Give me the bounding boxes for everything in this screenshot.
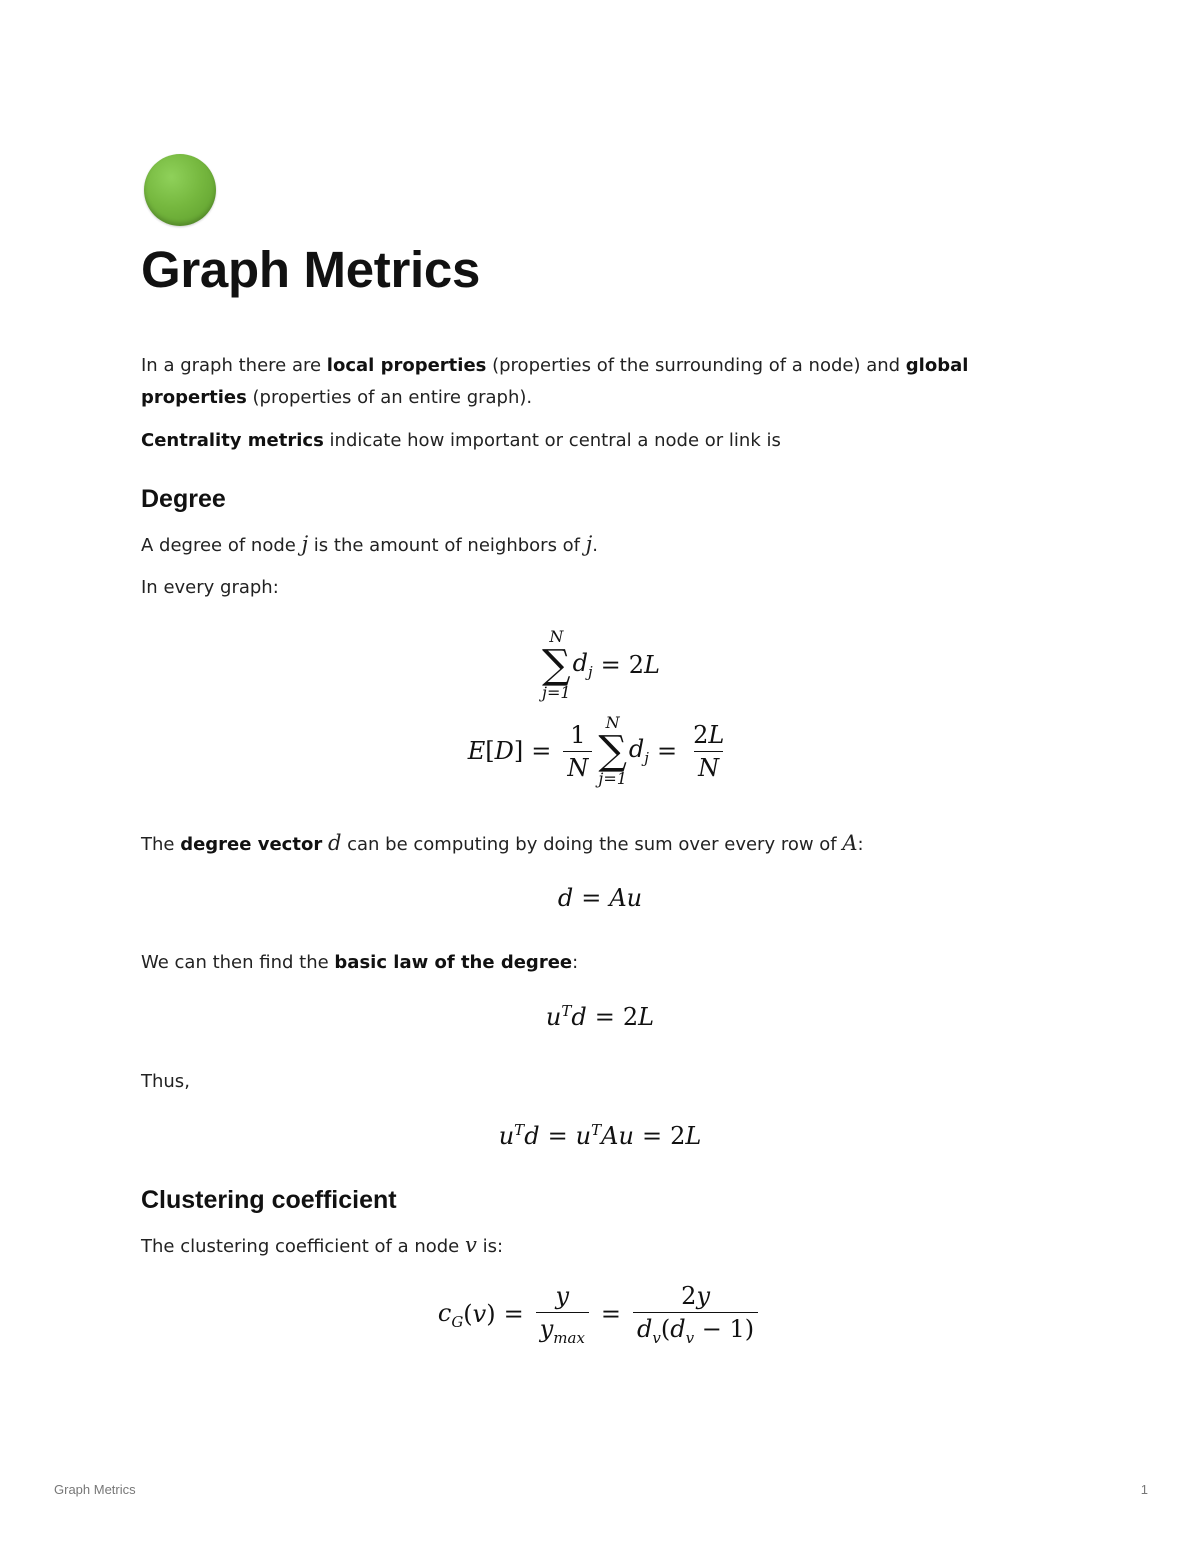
clustering-text: The clustering coefficient of a node: [141, 1236, 465, 1257]
intro-text: In a graph there are: [141, 355, 327, 376]
degree-text: :: [857, 834, 864, 855]
math-var-j: j: [585, 532, 593, 556]
clustering-definition: [141, 1229, 1041, 1263]
equation-expected-degree: E [ D ] = $\frac{1}{N}$ N ∑ j=1 $d_j$ = $\frac{2L}{N}$: [467, 713, 725, 788]
footer-page-number: 1: [1140, 1482, 1148, 1497]
degree-text: is the amount of neighbors of: [308, 535, 586, 556]
local-properties-term: local properties: [326, 355, 487, 376]
degree-text: :: [572, 952, 579, 973]
in-every-graph-text: In every graph:: [141, 577, 279, 598]
degree-text: The: [141, 834, 181, 855]
clustering-text: is:: [476, 1236, 504, 1257]
math-var-a: A: [842, 831, 858, 855]
thus-text: Thus,: [141, 1071, 190, 1092]
degree-definition: [141, 528, 1041, 562]
global-properties-term: global properties: [141, 355, 969, 408]
intro-text: (properties of the surrounding of a node) and: [486, 355, 906, 376]
degree-vector-paragraph: [141, 827, 1041, 861]
equation-basic-law: $u^Td$ = 2 L: [545, 1002, 655, 1031]
intro-paragraph: [141, 350, 1041, 414]
math-var-d: d: [327, 831, 342, 855]
centrality-paragraph: [141, 425, 1041, 457]
degree-text: We can then find the: [141, 952, 335, 973]
page-title: Graph Metrics: [141, 241, 481, 298]
equation-degree-vector: d = Au: [557, 884, 643, 912]
basic-law-paragraph: [141, 947, 1041, 979]
equation-thus: $u^Td$ = $u^TAu$ = 2 L: [498, 1121, 702, 1150]
basic-law-term: basic law of the degree: [334, 952, 573, 973]
math-var-v: v: [464, 1233, 477, 1257]
footer-document-title: Graph Metrics: [54, 1482, 136, 1497]
green-circle-icon: [144, 154, 216, 226]
equation-degree-sum: N ∑ j=1 $d_j$ = 2 L: [542, 627, 660, 702]
section-heading-clustering: Clustering coefficient: [141, 1186, 397, 1214]
intro-text: (properties of an entire graph).: [246, 387, 533, 408]
degree-vector-term: degree vector: [180, 834, 323, 855]
section-heading-degree: Degree: [141, 485, 226, 513]
equation-clustering-coefficient: $c_G$ ( v ) = $\frac{y}{y_{max}}$ = $\frac{2y}{d_v(d_v - 1)}$: [0, 1282, 1200, 1347]
centrality-term: Centrality metrics: [141, 430, 324, 451]
math-var-j: j: [301, 532, 309, 556]
degree-text: .: [592, 535, 598, 556]
degree-text: can be computing by doing the sum over every row of: [341, 834, 843, 855]
centrality-text: indicate how important or central a node or link is: [323, 430, 781, 451]
degree-text: A degree of node: [141, 535, 302, 556]
